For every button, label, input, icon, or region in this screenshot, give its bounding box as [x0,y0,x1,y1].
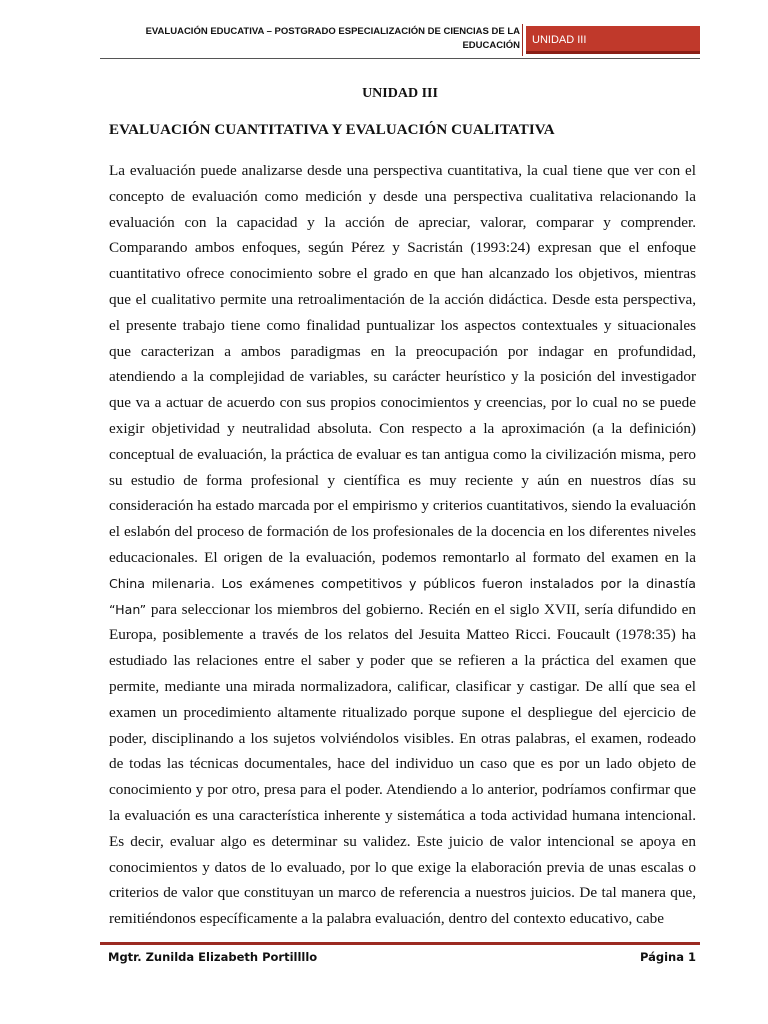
page-header [100,22,700,58]
header-title-line2: EDUCACIÓN [462,40,520,51]
unit-badge: UNIDAD III [526,26,700,54]
section-title: EVALUACIÓN CUANTITATIVA Y EVALUACIÓN CUALITATIVA [109,122,555,138]
footer-author: Mgtr. Zunilda Elizabeth Portillllo [108,950,318,964]
paragraph-text-part2: China milenaria. Los exámenes competitivos y públicos fueron instalados por la dinastía “Han” [109,575,696,617]
header-title-line1: EVALUACIÓN EDUCATIVA – POSTGRADO ESPECIALIZACIÓN DE CIENCIAS DE LA [145,26,520,37]
footer-rule [100,942,700,945]
header-rule [100,58,700,59]
footer-page-number: Página 1 [639,950,696,964]
header-divider [522,24,523,56]
header-title [100,22,520,61]
paragraph [109,158,696,932]
paragraph-text-part1: La evaluación puede analizarse desde una perspectiva cuantitativa, la cual tiene que ver con el concepto de evaluación como medición y desde una perspectiva cualitativa relacionando la evaluación con la capacidad y la acción de apreciar, valorar, comparar y comprender. Comparando ambos enfoques, según Pérez y Sacristán (1993:24) expresan que el enfoque cuantitativo ofrece conocimiento sobre el grado en que han alcanzado los objetivos, mientras que el cualitativo permite una retroalimentación de la acción didáctica. Desde esta perspectiva, el presente trabajo tiene como finalidad puntualizar los aspectos contextuales y situacionales que caracterizan a ambos paradigmas en la preocupación por indagar en profundidad, atendiendo a la complejidad de variables, su carácter heurístico y la posición del investigador que va a actuar de acuerdo con sus propios conocimientos y creencias, por lo cual no se puede exigir objetividad y neutralidad absoluta. Con respecto a la aproximación (a la definición) conceptual de evaluación, la práctica de evaluar es tan antigua como la civilización misma, pero su estudio de forma profesional y científica es muy reciente y aún en nuestros días su consideración ha estado marcada por el empirismo y criterios cuantitativos, siendo la evaluación el eslabón del proceso de formación de los profesionales de la docencia en los diferentes niveles educacionales. El origen de la evaluación, podemos remontarlo al formato del examen en la [109,162,696,566]
body-paragraph [109,158,696,932]
unit-title: UNIDAD III [362,86,438,101]
paragraph-text-part3: para seleccionar los miembros del gobierno. Recién en el siglo XVII, sería difundido en Europa, posiblemente a través de los relatos del Jesuita Matteo Ricci. Foucault (1978:35) ha estudiado las relaciones entre el saber y poder que se refieren a la práctica del examen que permite, mediante una mirada normalizadora, calificar, clasificar y castigar. De allí que sea el examen un procedimiento altamente ritualizado porque supone el despliegue del ejercicio de poder, disciplinando a los sujetos volviéndolos visibles. En otras palabras, el examen, rodeado de todas las técnicas documentales, hace del individuo un caso que es por un lado objeto de conocimiento y por otro, presa para el poder. Atendiendo a lo anterior, podríamos confirmar que la evaluación es una característica inherente y sistemática a toda actividad humana intencional. Es decir, evaluar algo es determinar su validez. Este juicio de valor intencional se apoya en conocimientos y datos de lo evaluado, por lo que exige la elaboración previa de unas escalas o criterios de valor que constituyan un marco de referencia a nuestros juicios. De tal manera que, remitiéndonos específicamente a la palabra evaluación, dentro del contexto educativo, cabe [109,600,696,928]
